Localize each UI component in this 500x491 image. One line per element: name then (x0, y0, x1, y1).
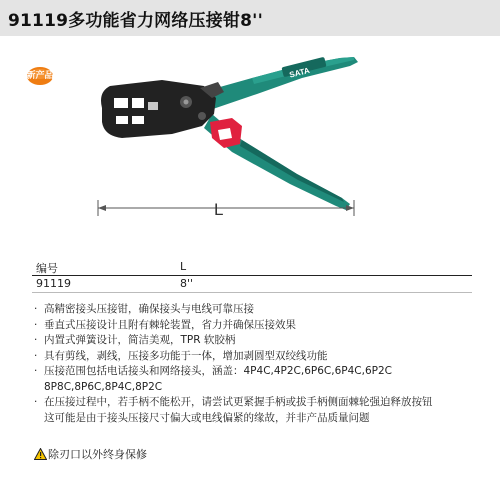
bullet: · (34, 334, 38, 346)
list-item: · 具有剪线，剥线，压接多功能于一体，增加剥圆型双绞线功能 (34, 349, 496, 365)
cell-length: 8'' (180, 277, 194, 290)
warning-icon (34, 448, 47, 460)
list-item: · 压接范围包括电话接头和网络接头，涵盖：4P4C,4P2C,6P6C,6P4C,6P2C (34, 364, 496, 380)
list-item: · 内置式弹簧设计，简洁美观，TPR 软胶柄 (34, 333, 496, 349)
list-item-continuation: 8P8C,8P6C,8P4C,8P2C (44, 380, 163, 393)
warranty-text: 除刃口以外终身保修 (48, 448, 147, 461)
page-title: 91119多功能省力网络压接钳8'' (8, 11, 263, 31)
bullet: · (34, 349, 38, 362)
cell-code: 91119 (36, 277, 71, 290)
spec-table (32, 259, 472, 293)
bullet: · (34, 396, 38, 408)
list-item-continuation: 这可能是由于接头压接尺寸偏大或电线偏紧的缘故，并非产品质量问题 (44, 411, 370, 424)
badge-label: 新产品 (26, 71, 54, 81)
table-row (32, 276, 472, 293)
feature-list (34, 302, 496, 426)
list-item: · 高精密接头压接钳，确保接头与电线可靠压接 (34, 302, 496, 318)
title-bar (0, 0, 500, 36)
new-product-badge (26, 64, 54, 86)
column-header-length: L (180, 260, 187, 273)
bullet: · (34, 318, 38, 331)
bullet: · (34, 303, 38, 315)
dimension-label: L (214, 200, 224, 219)
spec-table-header (32, 259, 472, 276)
list-item: · 在压接过程中，若手柄不能松开，请尝试更紧握手柄或拔手柄侧面棘轮强迫释放按钮 (34, 395, 496, 411)
product-image (92, 52, 362, 222)
bullet: · (34, 365, 38, 377)
brand-logo: SATA (288, 65, 311, 80)
warranty-note (34, 446, 147, 462)
list-item: · 垂直式压接设计且附有棘轮装置，省力并确保压接效果 (34, 318, 496, 334)
crimping-tool-icon (92, 52, 362, 222)
column-header-code: 编号 (36, 262, 58, 275)
